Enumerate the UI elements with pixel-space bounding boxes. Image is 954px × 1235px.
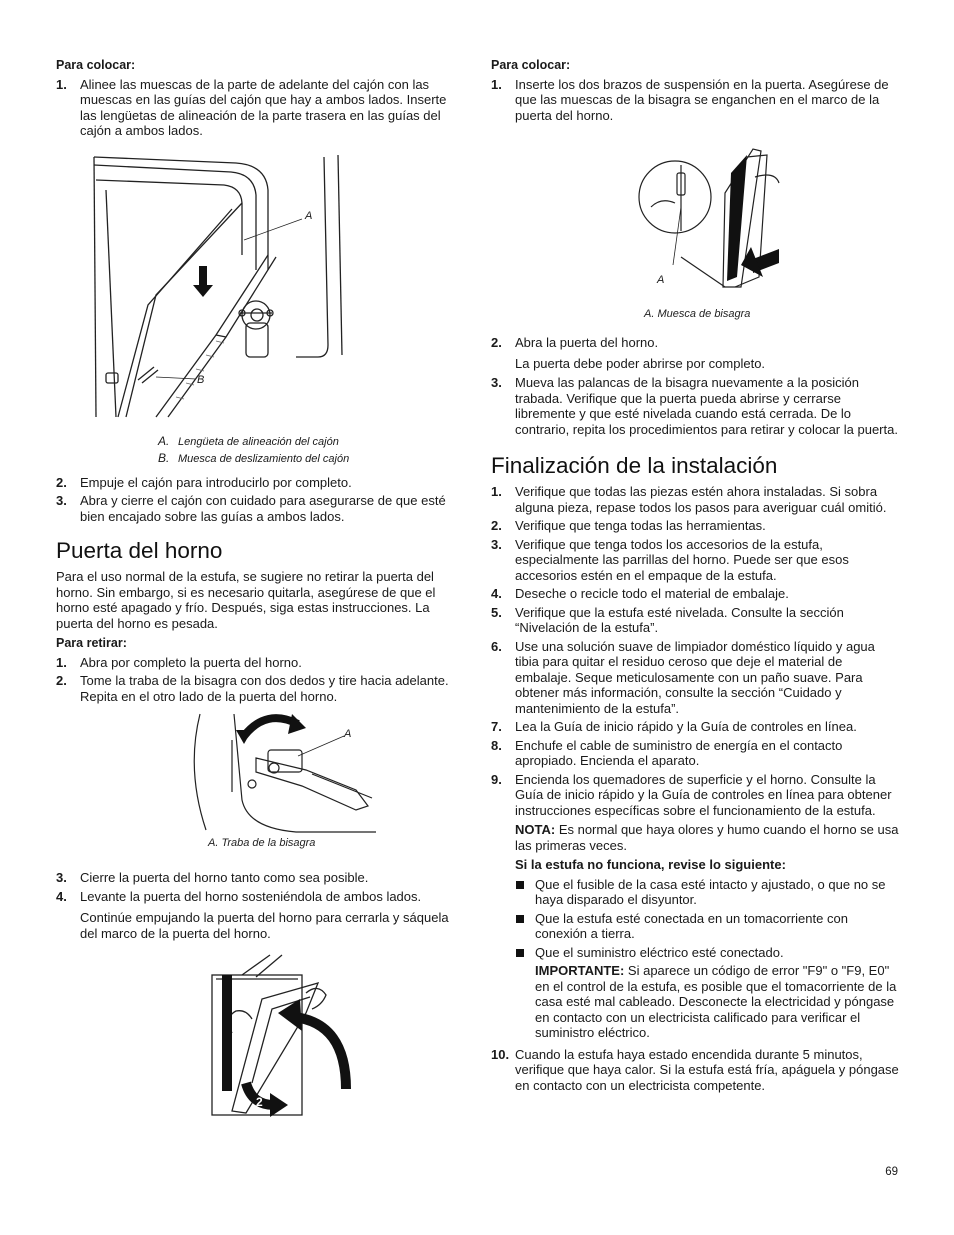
step-text: Lea la Guía de inicio rápido y la Guía de controles en línea. <box>515 719 857 734</box>
step-number: 6. <box>491 638 502 654</box>
right-column <box>491 58 901 1097</box>
step-text: Abra y cierre el cajón con cuidado para asegurarse de que esté bien encajado sobre las guías a ambos lados. <box>80 493 446 524</box>
step-text: Inserte los dos brazos de suspensión en la puerta. Asegúrese de que las muescas de la bisagra se enganchen en el marco de la puerta del horno. <box>515 76 889 123</box>
callout-a-label: A <box>344 728 352 740</box>
step2-note: La puerta debe poder abrirse por completo. <box>515 355 766 371</box>
colocar-door-steps-3 <box>491 375 901 437</box>
finalizacion-title: Finalización de la instalación <box>491 453 778 478</box>
list-item <box>56 673 464 704</box>
list-item <box>56 655 464 671</box>
list-item <box>56 475 464 491</box>
bullet-item: Que el suministro eléctrico esté conectado. <box>535 945 901 961</box>
hinge-latch-caption: A. Traba de la bisagra <box>208 837 316 849</box>
step-text: Verifique que tenga todas las herramientas. <box>515 518 766 533</box>
nota-text: Es normal que haya olores y humo cuando el horno se usa las primeras veces. <box>515 822 899 853</box>
step-number: 3. <box>491 375 502 390</box>
caption-row <box>158 433 349 450</box>
step-text: Mueva las palancas de la bisagra nuevamente a la posición trabada. Verifique que la puerta pueda abrirse y cerrarse libremente y que esté nivelada cuando está cerrada. De lo contrario, repita los procedimientos para retirar y colocar la puerta. <box>515 375 898 437</box>
hinge-notch-figure <box>491 137 901 325</box>
step-number: 2. <box>56 474 67 490</box>
bullet-item: Que el fusible de la casa esté intacto y ajustado, o que no se haya disparado el disyuntor. <box>535 877 901 908</box>
retirar-note: Continúe empujando la puerta del horno para cerrarla y sáquela del marco de la puerta del horno. <box>80 910 449 941</box>
list-item <box>491 518 901 534</box>
step-text: Cuando la estufa haya estado encendida durante 5 minutos, verifique que haya calor. Si la estufa está fría, apáguela y póngase en contacto con un electricista competente. <box>515 1046 899 1093</box>
list-item <box>491 375 901 437</box>
retirar-heading: Para retirar: <box>56 636 127 650</box>
colocar-door-steps-2 <box>491 335 901 351</box>
hinge-notch-illustration <box>491 137 901 297</box>
importante-label: IMPORTANTE: <box>535 963 625 978</box>
list-item <box>491 1047 901 1094</box>
step-text: Use una solución suave de limpiador doméstico líquido y agua tibia para quitar el residuo ceroso que deje el material de embalaje. Seque meticulosamente con un paño suave. Para obtener más información, consulte la sección “Cuidado y mantenimiento de la estufa”. <box>515 638 875 716</box>
list-item <box>491 335 901 351</box>
check-bullets <box>491 877 901 961</box>
importante-paragraph <box>491 963 901 1041</box>
step-text: Verifique que la estufa esté nivelada. Consulte la sección “Nivelación de la estufa”. <box>515 604 844 635</box>
step-text: Abra por completo la puerta del horno. <box>80 654 302 670</box>
list-item <box>56 493 464 524</box>
list-item <box>491 605 901 636</box>
drawer-figure <box>56 145 464 467</box>
colocar-drawer-steps-2 <box>56 475 464 525</box>
caption-letter: A. <box>158 433 170 448</box>
step-number: 5. <box>491 604 502 620</box>
step-text: Alinee las muescas de la parte de adelante del cajón con las muescas en las guías del cajón que hay a ambos lados. Inserte las lengüetas de alineación de la parte trasera en las guías del cajón a ambos lados. <box>80 76 447 138</box>
caption-letter: B. <box>158 450 170 465</box>
finalizacion-step-10 <box>491 1047 901 1094</box>
colocar-drawer-heading: Para colocar: <box>56 58 136 72</box>
nota-paragraph <box>491 822 901 853</box>
door-removal-figure <box>56 953 464 1119</box>
step-text: Abra la puerta del horno. <box>515 335 659 350</box>
caption-text: Lengüeta de alineación del cajón <box>178 435 339 448</box>
step-number: 2. <box>491 335 502 350</box>
colocar-door-heading: Para colocar: <box>491 58 571 72</box>
si-no-funciona-text: Si la estufa no funciona, revise lo siguiente: <box>515 857 786 872</box>
step-number: 8. <box>491 737 502 753</box>
list-item <box>491 537 901 584</box>
step-number: 1. <box>56 76 67 92</box>
callout-a-label: A <box>657 274 665 286</box>
step-text: Verifique que todas las piezas estén ahora instaladas. Si sobra alguna pieza, repase todos los pasos para averiguar cuál omitió. <box>515 484 887 515</box>
page-number: 69 <box>885 1166 898 1178</box>
step-number: 4. <box>491 586 502 601</box>
nota-label: NOTA: <box>515 822 556 837</box>
finalizacion-steps <box>491 484 901 818</box>
colocar-door-steps <box>491 77 901 124</box>
bullet-item: Que la estufa esté conectada en un tomacorriente con conexión a tierra. <box>535 911 901 942</box>
retirar-steps-2 <box>56 870 464 904</box>
callout-b-label: B <box>197 373 205 386</box>
caption-row <box>158 450 349 467</box>
step-text: Tome la traba de la bisagra con dos dedos y tire hacia adelante. Repita en el otro lado de la puerta del horno. <box>80 673 449 704</box>
drawer-figure-captions <box>158 433 349 467</box>
step-text: Verifique que tenga todos los accesorios de la estufa, especialmente las parrillas del horno. Puede ser que esos accesorios estén en el empaque de la estufa. <box>515 536 849 583</box>
list-item <box>56 870 464 886</box>
si-no-funciona-heading <box>491 857 901 873</box>
step-text: Empuje el cajón para introducirlo por completo. <box>80 474 352 490</box>
step-number: 1. <box>491 76 502 92</box>
list-item <box>491 719 901 735</box>
colocar-drawer-steps <box>56 77 464 139</box>
list-item <box>56 889 464 905</box>
importante-text: Si aparece un código de error "F9" o "F9, E0" en el control de la estufa, es posible que el tomacorriente de la casa esté mal cableado. Desconecte la electricidad y póngase en contacto con un electricista calificado para verificar el suministro eléctrico. <box>535 963 897 1040</box>
step-number: 3. <box>56 493 67 508</box>
caption-text: Muesca de deslizamiento del cajón <box>178 452 350 465</box>
puerta-intro: Para el uso normal de la estufa, se sugiere no retirar la puerta del horno. Sin embargo, si es necesario quitarla, asegúrese de que el horno esté apagado y frío. Después, siga estas instrucciones. La puerta del horno es pesada. <box>56 569 436 631</box>
step-number: 3. <box>491 536 502 552</box>
step-1-label: 1 <box>311 1057 318 1071</box>
list-item <box>491 738 901 769</box>
step-text: Levante la puerta del horno sosteniéndola de ambos lados. <box>80 888 422 904</box>
list-item <box>491 484 901 515</box>
step-number: 2. <box>56 673 67 688</box>
hinge-notch-caption: A. Muesca de bisagra <box>644 308 751 320</box>
puerta-del-horno-title: Puerta del horno <box>56 538 223 563</box>
drawer-illustration <box>56 145 464 427</box>
list-item <box>491 586 901 602</box>
step-number: 4. <box>56 888 67 904</box>
hinge-latch-illustration <box>56 710 464 840</box>
step-number: 3. <box>56 870 67 885</box>
list-item <box>491 77 901 124</box>
step-text: Cierre la puerta del horno tanto como sea posible. <box>80 870 369 885</box>
step-text: Encienda los quemadores de superficie y el horno. Consulte la Guía de inicio rápido y la Guía de controles en línea para obtener instrucciones específicas sobre el funcionamiento de la estufa. <box>515 771 892 818</box>
step-number: 9. <box>491 771 502 787</box>
step-number: 10. <box>491 1046 510 1062</box>
left-column <box>56 58 464 1123</box>
list-item <box>491 772 901 819</box>
hinge-latch-figure <box>56 710 464 860</box>
step-number: 1. <box>56 654 67 670</box>
step-number: 7. <box>491 719 502 734</box>
list-item <box>56 77 464 139</box>
step-2-label: 2 <box>256 1095 263 1109</box>
step-number: 2. <box>491 518 502 533</box>
step-number: 1. <box>491 484 502 499</box>
retirar-steps <box>56 655 464 705</box>
list-item <box>491 639 901 717</box>
step-text: Deseche o recicle todo el material de embalaje. <box>515 586 789 601</box>
step-text: Enchufe el cable de suministro de energía en el contacto apropiado. Encienda el aparato. <box>515 737 843 768</box>
callout-a-label: A <box>305 209 313 222</box>
